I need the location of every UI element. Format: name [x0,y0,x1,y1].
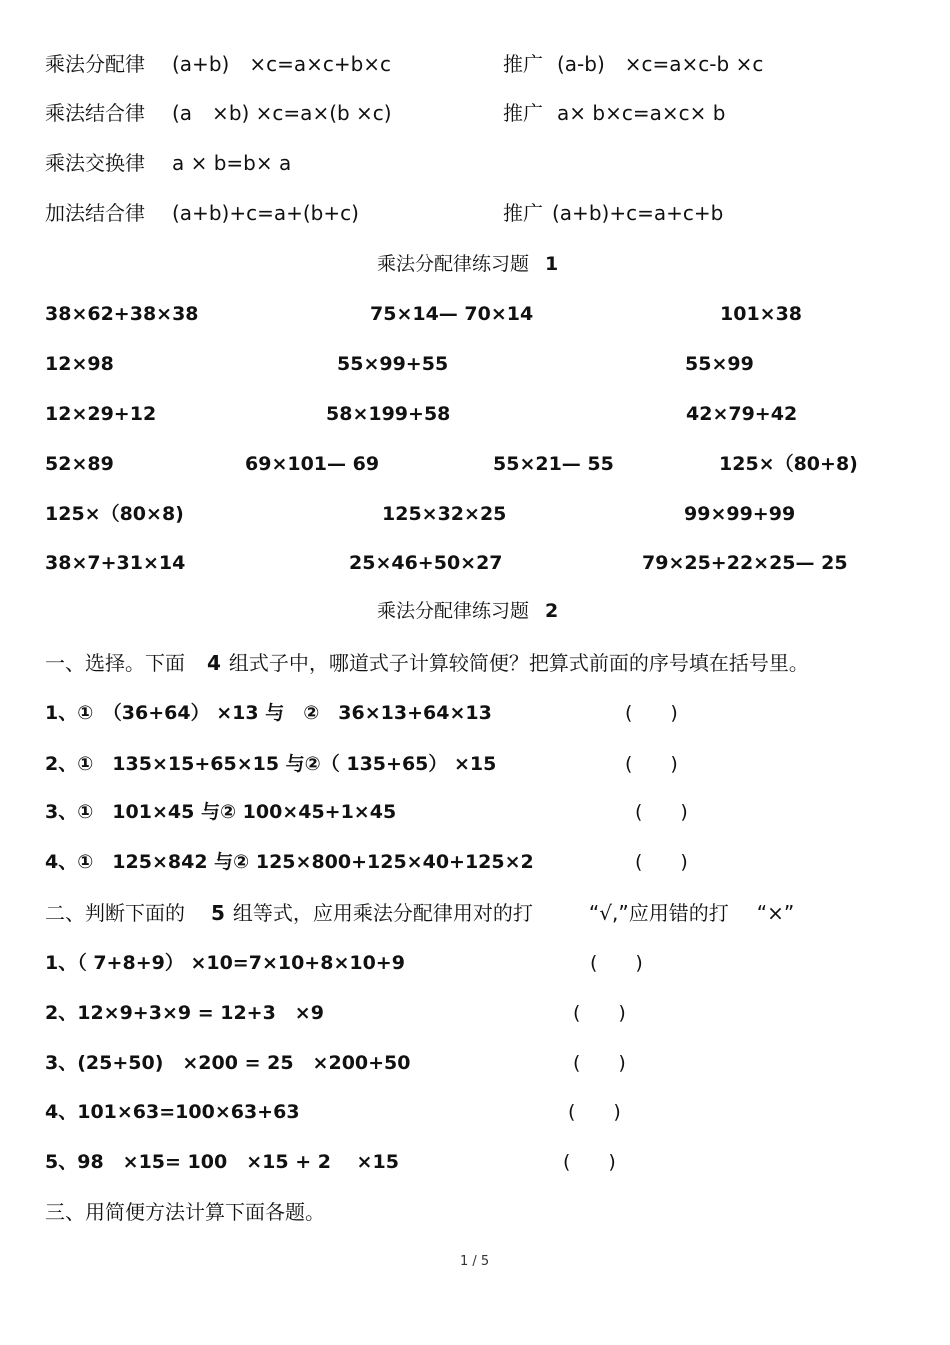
law-label-1: 乘法分配律 [45,52,145,76]
practice2-title [377,602,558,621]
page-number: 1 / 5 [460,1254,490,1269]
section1-heading [45,653,809,673]
s2-answer-2[interactable]: ( ) [573,1002,626,1024]
section2-heading-d: “×” [756,901,795,925]
p1-r3-c2: 58×199+58 [326,403,451,425]
p1-r2-c1: 12×98 [45,353,114,375]
p1-r1-c2: 75×14— 70×14 [370,303,534,325]
p1-r1-c1: 38×62+38×38 [45,303,199,325]
p1-r5-c3: 99×99+99 [684,503,796,525]
s2-item-3: 3、(25+50) ×200 = 25 ×200+50 [45,1052,411,1074]
s1-answer-4[interactable]: ( ) [635,851,688,873]
practice1-title [377,255,558,274]
p1-r6-c2: 25×46+50×27 [349,552,503,574]
s1-item-3: 3、① 101×45 与② 100×45+1×45 [45,801,397,823]
practice2-title-num: 2 [545,600,559,622]
s2-answer-5[interactable]: ( ) [563,1151,616,1173]
law-ext-label-4: 推广 [503,201,543,225]
p1-r6-c1: 38×7+31×14 [45,552,186,574]
s1-answer-2[interactable]: ( ) [625,753,678,775]
p1-r6-c3: 79×25+22×25— 25 [642,552,848,574]
law-formula-2: (a ×b) ×c=a×(b ×c) [172,101,392,125]
law-formula-4: (a+b)+c=a+(b+c) [172,201,359,225]
law-ext-label-2: 推广 [503,101,543,125]
section1-heading-b: 组式子中，哪道式子计算较简便？把算式前面的序号填在括号里。 [228,651,809,675]
p1-r2-c2: 55×99+55 [337,353,449,375]
p1-r3-c1: 12×29+12 [45,403,157,425]
s2-item-5: 5、98 ×15= 100 ×15 + 2 ×15 [45,1151,399,1173]
p1-r5-c2: 125×32×25 [382,503,507,525]
law-ext-1: (a-b) ×c=a×c-b ×c [557,52,764,76]
section2-heading-num: 5 [211,901,225,925]
s2-item-1: 1、（ 7+8+9） ×10=7×10+8×10+9 [45,952,405,974]
s2-item-4: 4、101×63=100×63+63 [45,1101,300,1123]
section2-heading-a: 二、判断下面的 [45,901,185,925]
p1-r4-c2: 69×101— 69 [245,453,380,475]
s2-answer-1[interactable]: ( ) [590,952,643,974]
law-formula-3: a × b=b× a [172,151,292,175]
section2-heading [45,903,794,923]
law-label-2: 乘法结合律 [45,101,145,125]
section2-heading-b: 组等式，应用乘法分配律用对的打 [232,901,533,925]
section2-heading-c: “√,”应用错的打 [588,901,729,925]
s1-item-4: 4、① 125×842 与② 125×800+125×40+125×2 [45,851,534,873]
law-ext-2: a× b×c=a×c× b [557,101,726,125]
p1-r1-c3: 101×38 [720,303,803,325]
s1-answer-3[interactable]: ( ) [635,801,688,823]
p1-r5-c1: 125×（80×8) [45,503,184,525]
p1-r4-c4: 125×（80+8) [719,453,858,475]
law-ext-label-1: 推广 [503,52,543,76]
law-label-3: 乘法交换律 [45,151,145,175]
s2-answer-4[interactable]: ( ) [568,1101,621,1123]
s2-item-2: 2、12×9+3×9 = 12+3 ×9 [45,1002,324,1024]
section3-heading: 三、用简便方法计算下面各题。 [45,1200,325,1224]
p1-r4-c3: 55×21— 55 [493,453,614,475]
practice1-title-num: 1 [545,253,559,275]
practice2-title-text: 乘法分配律练习题 [377,600,530,622]
law-ext-4: (a+b)+c=a+c+b [552,201,724,225]
p1-r2-c3: 55×99 [685,353,754,375]
law-formula-1: (a+b) ×c=a×c+b×c [172,52,392,76]
p1-r4-c1: 52×89 [45,453,114,475]
s2-answer-3[interactable]: ( ) [573,1052,626,1074]
practice1-title-text: 乘法分配律练习题 [377,253,530,275]
s1-item-2: 2、① 135×15+65×15 与②（ 135+65） ×15 [45,753,497,775]
s1-item-1: 1、① （36+64） ×13 与 ② 36×13+64×13 [45,702,492,724]
law-label-4: 加法结合律 [45,201,145,225]
section1-heading-num: 4 [207,651,221,675]
section1-heading-a: 一、选择。下面 [45,651,185,675]
s1-answer-1[interactable]: ( ) [625,702,678,724]
p1-r3-c3: 42×79+42 [686,403,798,425]
